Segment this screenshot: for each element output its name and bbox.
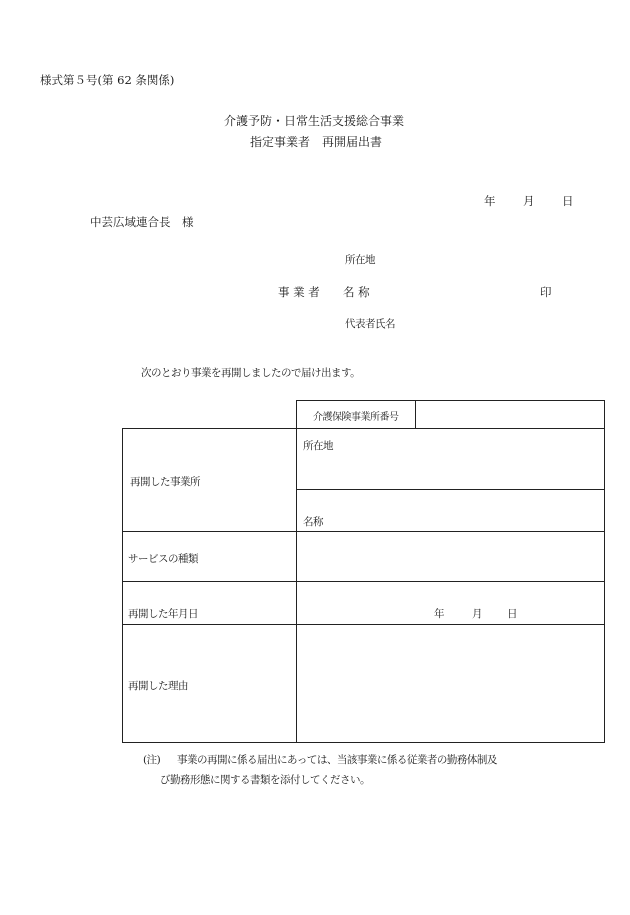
table-line bbox=[122, 581, 605, 582]
table-line bbox=[604, 400, 605, 743]
reopen-date-year: 年 bbox=[434, 608, 444, 620]
office-number-label: 介護保険事業所番号 bbox=[313, 412, 399, 423]
table-line bbox=[296, 489, 605, 490]
date-year-label: 年 bbox=[484, 194, 496, 208]
date-month-label: 月 bbox=[523, 194, 535, 208]
date-day-label: 日 bbox=[562, 194, 574, 208]
table-line bbox=[122, 742, 605, 743]
office-location-label: 所在地 bbox=[303, 440, 333, 452]
applicant-location-label: 所在地 bbox=[345, 254, 375, 266]
reopen-date-month: 月 bbox=[472, 608, 482, 620]
table-line bbox=[122, 428, 605, 429]
reopen-date-label: 再開した年月日 bbox=[128, 608, 198, 620]
addressee: 中芸広域連合長 様 bbox=[90, 215, 194, 229]
office-name-label: 名称 bbox=[303, 516, 323, 528]
reopen-date-day: 日 bbox=[507, 608, 517, 620]
note-line-2: び勤務形態に関する書類を添付してください。 bbox=[160, 774, 370, 786]
form-number: 様式第５号(第 62 条関係) bbox=[40, 73, 175, 87]
table-line bbox=[415, 400, 416, 428]
title-line-1: 介護予防・日常生活支援総合事業 bbox=[224, 114, 405, 128]
note-mark: (注) bbox=[143, 754, 161, 766]
table-line bbox=[296, 400, 297, 743]
table-line bbox=[122, 624, 605, 625]
applicant-representative-label: 代表者氏名 bbox=[345, 318, 395, 330]
table-line bbox=[122, 531, 605, 532]
note-line-1: 事業の再開に係る届出にあっては、当該事業に係る従業者の勤務体制及 bbox=[177, 754, 497, 766]
intro-text: 次のとおり事業を再開しましたので届け出ます。 bbox=[141, 367, 361, 379]
table-line bbox=[296, 400, 605, 401]
applicant-business-label: 事 業 者 bbox=[278, 285, 320, 299]
service-type-label: サービスの種類 bbox=[128, 553, 198, 565]
title-line-2: 指定事業者 再開届出書 bbox=[250, 135, 383, 149]
reopened-office-label: 再開した事業所 bbox=[130, 476, 200, 488]
applicant-name-label: 名 称 bbox=[343, 285, 370, 299]
table-line bbox=[122, 428, 123, 743]
reason-label: 再開した理由 bbox=[128, 680, 188, 692]
seal-mark: 印 bbox=[540, 285, 552, 299]
form-table bbox=[122, 400, 605, 743]
